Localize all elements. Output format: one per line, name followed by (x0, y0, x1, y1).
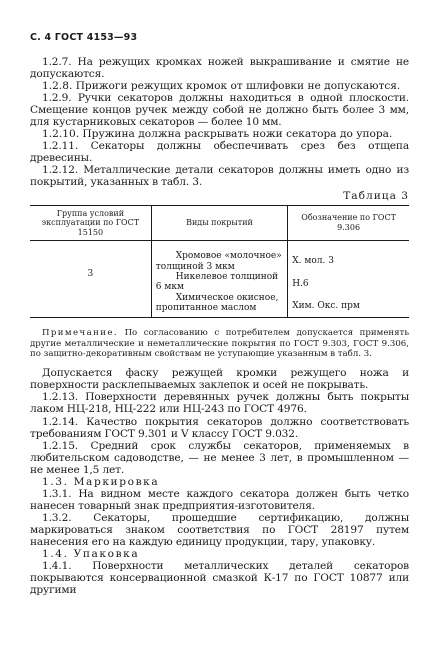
covering-line: Никелевое толщиной (175, 271, 279, 282)
paragraph-1-2-9: 1.2.9. Ручки секаторов должны находиться в одной плоскости. Смещение концов ручек между собой не должно быть более 3 мм, для кустарниковых секаторов — более 10 мм. (30, 92, 409, 129)
section-packing-title: 1.4. Упаковка (42, 548, 140, 561)
covering-line: Химическое окисное, (175, 292, 279, 303)
covering-line: 6 мкм (155, 282, 184, 293)
covering-line: Хромовое «молочное» (175, 251, 282, 262)
paragraph-1-4-1: 1.4.1. Поверхности металлических деталей секаторов покрываются консервационной смазкой К-17 по ГОСТ 10877 или другими (30, 560, 409, 597)
designation-nickel: Н.6 (292, 278, 309, 289)
coverings-table (30, 205, 409, 319)
paragraph-1-2-15: 1.2.15. Средний срок службы секаторов, применяемых в любительском садоводстве, — не менее 3 лет, в промышленном — не менее 1,5 лет. (30, 439, 409, 476)
header-operating-group: Группа условий эксплуатации по ГОСТ 15150 (30, 205, 151, 241)
table-row (30, 241, 409, 318)
note-label: Примечание. (42, 328, 118, 339)
page-header: С. 4 ГОСТ 4153—93 (30, 32, 138, 43)
header-covering-types: Виды покрытий (151, 205, 287, 241)
document-body (30, 56, 409, 596)
covering-line: пропитанное маслом (155, 302, 257, 313)
paragraph-bevel: Допускается фаску режущей кромки режущего ножа и поверхности расклепываемых заклепок и осей не покрывать. (30, 367, 409, 392)
table-header-row (30, 205, 409, 241)
note-text: По согласованию с потребителем допускается применять другие металлические и неметаллические покрытия по ГОСТ 9.303, ГОСТ 9.306, по защитно-декоративным свойствам не уступающие указанным в табл. 3. (30, 328, 409, 359)
table-note (30, 328, 409, 359)
header-designation: Обозначение по ГОСТ 9.306 (288, 205, 409, 241)
paragraph-1-3-1: 1.3.1. На видном месте каждого секатора должен быть четко нанесен товарный знак предприятия-изготовителя. (30, 487, 409, 512)
cell-group: 3 (30, 241, 151, 318)
cell-coverings (151, 241, 287, 318)
paragraph-1-2-11: 1.2.11. Секаторы должны обеспечивать срез без отщепа древесины. (30, 140, 409, 165)
paragraph-1-3-2: 1.3.2. Секаторы, прошедшие сертификацию, должны маркироваться знаком соответствия по ГОСТ 28197 путем нанесения его на каждую единицу продукции, тару, упаковку. (30, 511, 409, 548)
paragraph-1-2-14: 1.2.14. Качество покрытия секаторов должно соответствовать требованиям ГОСТ 9.301 и V классу ГОСТ 9.032. (30, 415, 409, 440)
paragraph-1-2-8: 1.2.8. Прижоги режущих кромок от шлифовки не допускаются. (42, 80, 401, 93)
designation-chrome: Х. мол. 3 (292, 256, 334, 267)
paragraph-1-2-13: 1.2.13. Поверхности деревянных ручек должны быть покрыты лаком НЦ-218, НЦ-222 или НЦ-243 по ГОСТ 4976. (30, 391, 409, 416)
paragraph-1-2-7: 1.2.7. На режущих кромках ножей выкрашивание и смятие не допускаются. (30, 56, 409, 81)
table-caption: Таблица 3 (343, 189, 409, 202)
covering-line: толщиной 3 мкм (155, 261, 235, 272)
designation-oxide: Хим. Окс. прм (292, 300, 360, 311)
paragraph-1-2-12: 1.2.12. Металлические детали секаторов должны иметь одно из покрытий, указанных в табл. 3. (30, 164, 409, 189)
section-marking-title: 1.3. Маркировка (42, 475, 160, 488)
cell-designations (288, 241, 409, 318)
paragraph-1-2-10: 1.2.10. Пружина должна раскрывать ножи секатора до упора. (42, 128, 393, 141)
